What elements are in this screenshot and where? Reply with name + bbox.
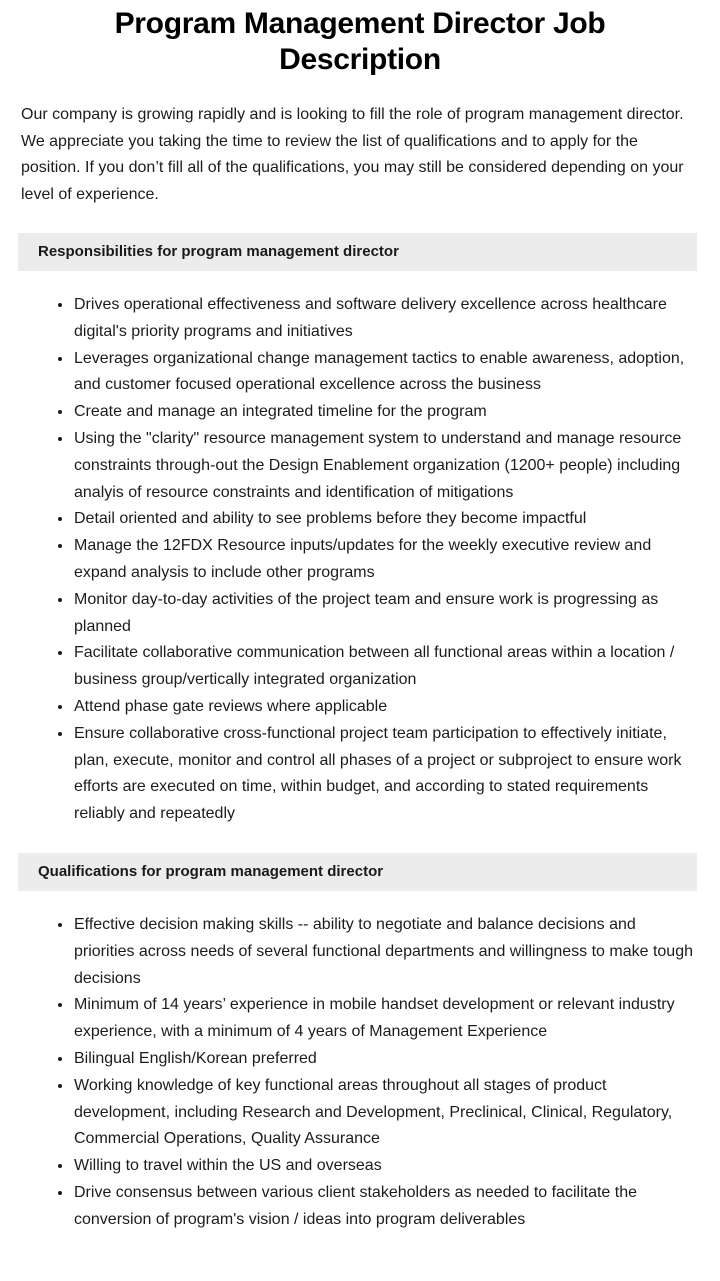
section-heading-label: Qualifications for program management director [38,862,384,880]
section-qualifications [0,853,720,1234]
section-heading-label: Responsibilities for program management director [38,243,399,260]
responsibilities-list [0,271,720,828]
intro-paragraph: Our company is growing rapidly and is looking to fill the role of program management director. We appreciate you taking the time to review the list of qualifications and to apply for the position. If you don’t fill all of the qualifications, you may still be considered depending on your level of experience. [21,106,684,203]
list-item: Drive consensus between various client stakeholders as needed to facilitate the conversion of program's vision / ideas into program deliverables [58,1180,700,1234]
list-item: Attend phase gate reviews where applicable [58,694,698,721]
list-item: Monitor day-to-day activities of the project team and ensure work is progressing as planned [58,587,698,641]
list-item: Using the "clarity" resource management system to understand and manage resource constraints through-out the Design Enablement organization (1200+ people) including analyis of resource constraints and identification of mitigations [58,426,698,506]
list-item: Ensure collaborative cross-functional project team participation to effectively initiate, plan, execute, monitor and control all phases of a project or subproject to ensure work efforts are executed on time, within budget, and according to stated requirements reliably and repeatedly [58,721,698,828]
list-item: Facilitate collaborative communication between all functional areas within a location / business group/vertically integrated organization [58,640,698,694]
list-item: Leverages organizational change management tactics to enable awareness, adoption, and customer focused operational excellence across the business [58,346,698,400]
list-item: Create and manage an integrated timeline for the program [58,399,698,426]
page-title: Program Management Director Job Description [114,7,606,76]
list-item: Detail oriented and ability to see problems before they become impactful [58,506,698,533]
list-item: Drives operational effectiveness and software delivery excellence across healthcare digital's priority programs and initiatives [58,292,698,346]
list-item: Bilingual English/Korean preferred [58,1046,700,1073]
list-item: Working knowledge of key functional areas throughout all stages of product development, including Research and Development, Preclinical, Clinical, Regulatory, Commercial Operations, Quality Assurance [58,1073,700,1153]
section-responsibilities [0,233,720,828]
list-item: Effective decision making skills -- ability to negotiate and balance decisions and priorities across needs of several functional departments and willingness to make tough decisions [58,912,700,992]
list-item: Minimum of 14 years’ experience in mobile handset development or relevant industry experience, with a minimum of 4 years of Management Experience [58,992,700,1046]
list-item: Manage the 12FDX Resource inputs/updates for the weekly executive review and expand analysis to include other programs [58,533,698,587]
section-header-qualifications [18,853,697,891]
list-item: Willing to travel within the US and overseas [58,1153,700,1180]
section-header-responsibilities [18,233,697,271]
qualifications-list [0,891,720,1234]
